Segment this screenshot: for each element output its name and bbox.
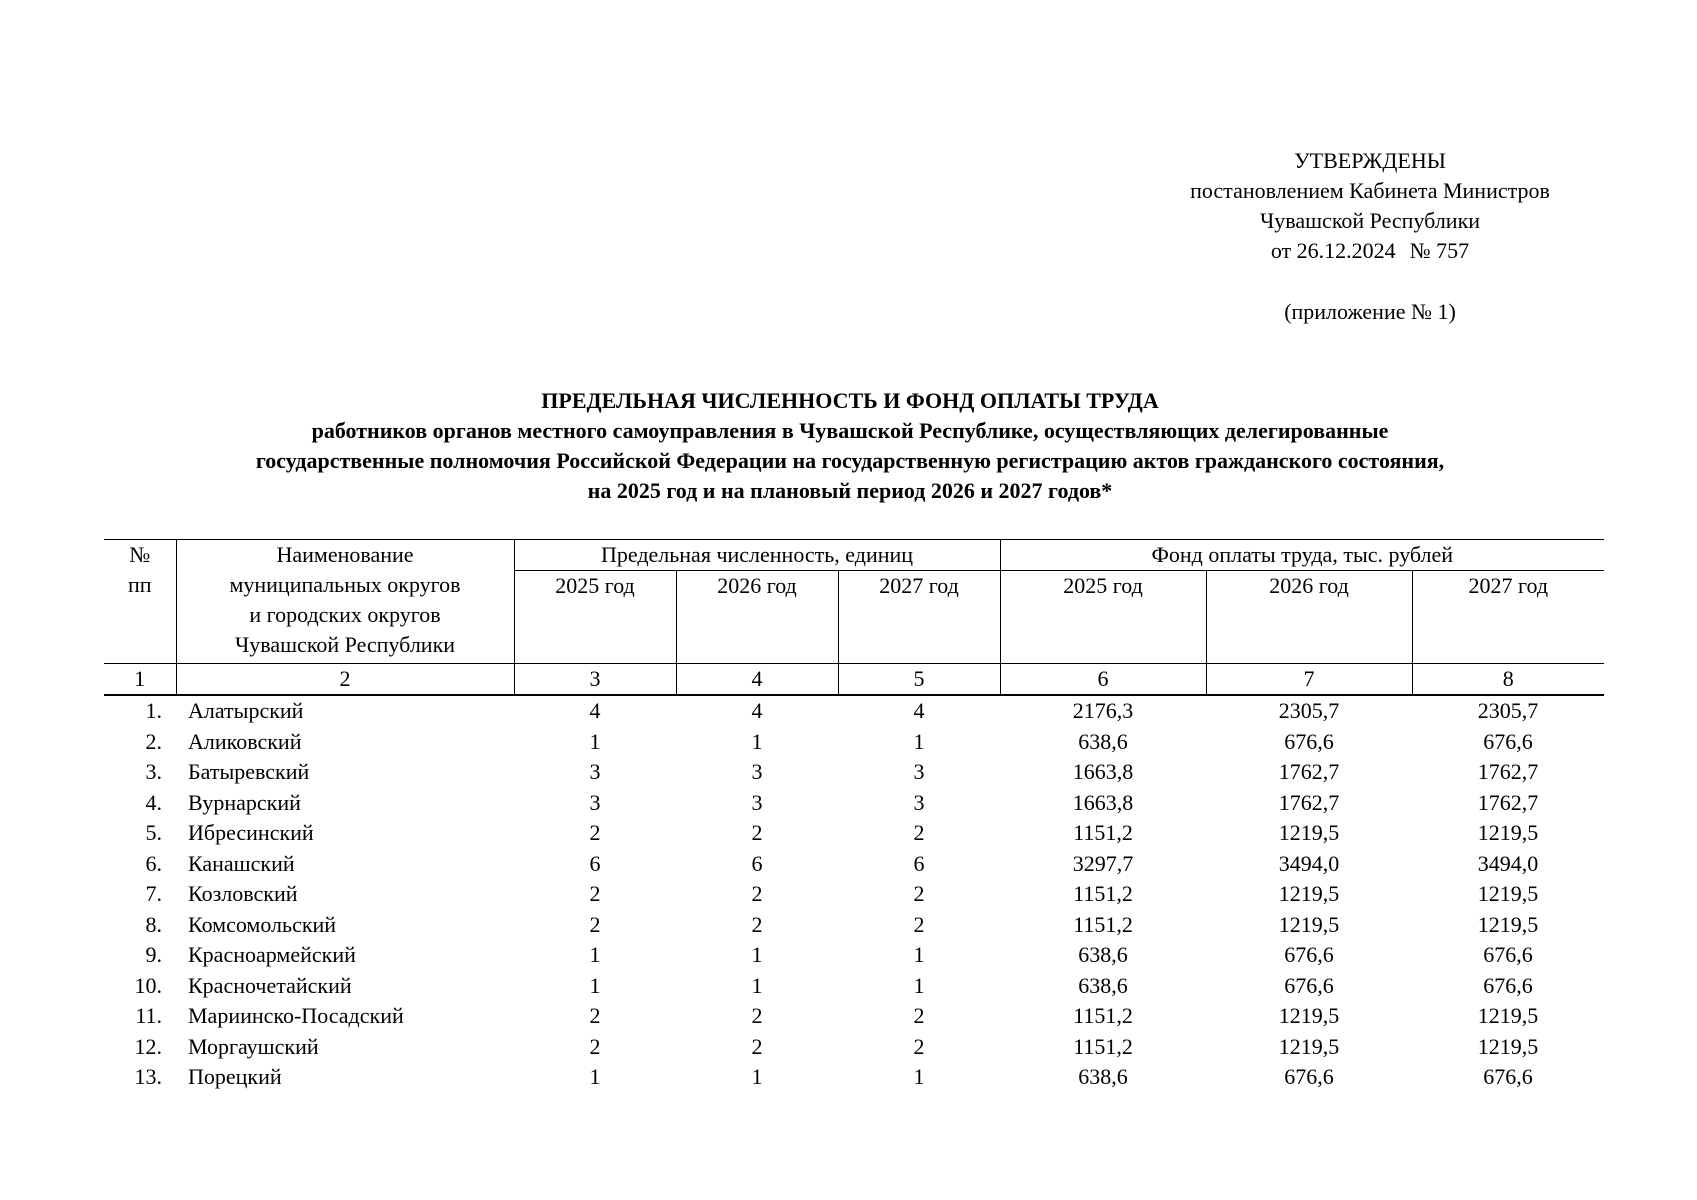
staff-2026: 1 xyxy=(751,942,763,967)
header-staff-group: Предельная численность, единиц xyxy=(514,540,1000,571)
staff-2025: 1 xyxy=(589,1064,601,1089)
column-number: 2 xyxy=(176,664,514,696)
fund-2027: 1762,7 xyxy=(1477,759,1539,784)
row-number: 2. xyxy=(145,728,162,754)
title-line-4: на 2025 год и на плановый период 2026 и 2027 годов* xyxy=(587,478,1113,503)
fund-2025: 638,6 xyxy=(1078,1064,1128,1089)
fund-2027: 2305,7 xyxy=(1477,698,1539,723)
header-staff-2026: 2026 год xyxy=(676,571,838,664)
staff-2026: 3 xyxy=(751,789,763,815)
fund-2025: 638,6 xyxy=(1078,972,1128,998)
staff-2025: 2 xyxy=(589,911,601,937)
approval-stamp xyxy=(1120,146,1620,266)
header-fund-group: Фонд оплаты труда, тыс. рублей xyxy=(1000,540,1604,571)
fund-2026: 1219,5 xyxy=(1278,881,1340,906)
row-number: 12. xyxy=(134,1033,162,1059)
header-staff-2027: 2027 год xyxy=(838,571,1000,664)
staff-2026: 3 xyxy=(751,759,763,784)
staff-2025: 1 xyxy=(589,942,601,967)
table-row xyxy=(104,757,1604,788)
approval-heading: УТВЕРЖДЕНЫ xyxy=(1294,148,1446,173)
fund-2027: 676,6 xyxy=(1483,972,1533,998)
district-name: Козловский xyxy=(188,881,298,906)
fund-2026: 676,6 xyxy=(1284,728,1334,754)
row-number: 13. xyxy=(134,1064,162,1089)
staff-2027: 2 xyxy=(913,911,925,937)
staff-2025: 6 xyxy=(589,850,601,876)
fund-2026: 676,6 xyxy=(1284,942,1334,967)
staff-2027: 6 xyxy=(913,850,925,876)
fund-2025: 638,6 xyxy=(1078,942,1128,967)
district-name: Ибресинский xyxy=(188,820,314,845)
fund-2027: 676,6 xyxy=(1483,942,1533,967)
row-number: 5. xyxy=(145,820,162,845)
row-number: 6. xyxy=(145,850,162,876)
row-number: 3. xyxy=(145,759,162,784)
title-line-3: государственные полномочия Российской Федерации на государственную регистрацию актов гражданского состояния, xyxy=(255,448,1445,473)
fund-2025: 1151,2 xyxy=(1073,911,1133,937)
fund-2027: 1219,5 xyxy=(1477,820,1539,845)
table-row xyxy=(104,971,1604,1002)
column-numbers-row xyxy=(104,664,1604,696)
staff-2026: 2 xyxy=(751,911,763,937)
staff-2025: 1 xyxy=(589,728,601,754)
column-number: 1 xyxy=(104,664,176,696)
header-name: Наименование муниципальных округов и городских округов Чувашской Республики xyxy=(176,540,514,664)
header-fund-2027: 2027 год xyxy=(1412,571,1604,664)
fund-2027: 676,6 xyxy=(1483,728,1533,754)
staff-2027: 4 xyxy=(913,698,925,723)
staff-2025: 2 xyxy=(589,820,601,845)
district-name: Вурнарский xyxy=(188,789,301,815)
district-name: Комсомольский xyxy=(188,911,337,937)
fund-2025: 1151,2 xyxy=(1073,820,1133,845)
row-number: 11. xyxy=(135,1003,162,1028)
fund-2027: 1219,5 xyxy=(1477,911,1539,937)
fund-2026: 1762,7 xyxy=(1278,759,1340,784)
fund-2026: 2305,7 xyxy=(1278,698,1340,723)
column-number: 3 xyxy=(514,664,676,696)
fund-2027: 1762,7 xyxy=(1477,789,1539,815)
fund-2026: 1219,5 xyxy=(1278,911,1340,937)
staff-2026: 1 xyxy=(751,972,763,998)
document-title xyxy=(100,386,1600,506)
district-name: Алатырский xyxy=(188,698,304,723)
table-row xyxy=(104,818,1604,849)
staff-2027: 3 xyxy=(913,759,925,784)
row-number: 9. xyxy=(145,942,162,967)
fund-2026: 1762,7 xyxy=(1278,789,1340,815)
column-number: 5 xyxy=(838,664,1000,696)
fund-2027: 1219,5 xyxy=(1477,881,1539,906)
district-name: Порецкий xyxy=(188,1064,282,1089)
staff-2025: 1 xyxy=(589,972,601,998)
staff-2027: 2 xyxy=(913,1003,925,1028)
staff-2026: 2 xyxy=(751,881,763,906)
staff-2026: 2 xyxy=(751,1033,763,1059)
fund-2025: 1151,2 xyxy=(1073,1003,1133,1028)
column-number: 7 xyxy=(1206,664,1412,696)
row-number: 4. xyxy=(145,789,162,815)
fund-2027: 3494,0 xyxy=(1477,850,1539,876)
column-number: 4 xyxy=(676,664,838,696)
fund-2026: 1219,5 xyxy=(1278,1003,1340,1028)
staff-2027: 1 xyxy=(913,1064,925,1089)
district-name: Мариинско-Посадский xyxy=(188,1003,404,1028)
staff-2026: 2 xyxy=(751,820,763,845)
header-row-groups xyxy=(104,540,1604,571)
fund-2025: 3297,7 xyxy=(1072,850,1134,876)
header-num: № пп xyxy=(104,540,176,664)
staff-2026: 6 xyxy=(751,850,763,876)
fund-2026: 1219,5 xyxy=(1278,820,1340,845)
staff-2025: 4 xyxy=(589,698,601,723)
title-line-1: ПРЕДЕЛЬНАЯ ЧИСЛЕННОСТЬ И ФОНД ОПЛАТЫ ТРУДА xyxy=(541,388,1159,413)
fund-2025: 1151,2 xyxy=(1073,881,1133,906)
staff-2027: 2 xyxy=(913,820,925,845)
staff-2027: 1 xyxy=(913,942,925,967)
staff-2026: 4 xyxy=(751,698,763,723)
staff-2027: 3 xyxy=(913,789,925,815)
fund-2027: 676,6 xyxy=(1483,1064,1533,1089)
table-row xyxy=(104,1001,1604,1032)
district-name: Моргаушский xyxy=(188,1033,319,1059)
approval-number: № 757 xyxy=(1409,238,1470,263)
staff-2025: 3 xyxy=(589,789,601,815)
fund-2025: 1151,2 xyxy=(1073,1033,1133,1059)
header-fund-2026: 2026 год xyxy=(1206,571,1412,664)
staff-2026: 2 xyxy=(751,1003,763,1028)
staff-2027: 2 xyxy=(913,881,925,906)
approval-date: от 26.12.2024 xyxy=(1270,238,1396,263)
staff-2025: 2 xyxy=(589,881,601,906)
fund-2026: 3494,0 xyxy=(1278,850,1340,876)
approval-issuer: постановлением Кабинета Министров xyxy=(1190,178,1550,203)
table-row xyxy=(104,1062,1604,1093)
staff-2027: 2 xyxy=(913,1033,925,1059)
table-row xyxy=(104,1032,1604,1063)
column-number: 8 xyxy=(1412,664,1604,696)
staff-2027: 1 xyxy=(913,728,925,754)
district-name: Красноармейский xyxy=(188,942,356,967)
district-name: Красночетайский xyxy=(188,972,352,998)
table-row xyxy=(104,910,1604,941)
header-fund-2025: 2025 год xyxy=(1000,571,1206,664)
table-row xyxy=(104,879,1604,910)
approval-republic: Чувашской Республики xyxy=(1259,208,1481,233)
staff-2025: 2 xyxy=(589,1033,601,1059)
row-number: 8. xyxy=(145,911,162,937)
row-number: 7. xyxy=(145,881,162,906)
approval-date-line xyxy=(1120,236,1620,266)
district-name: Канашский xyxy=(188,850,295,876)
district-name: Батыревский xyxy=(188,759,310,784)
table-row xyxy=(104,788,1604,819)
table-row xyxy=(104,849,1604,880)
staff-2026: 1 xyxy=(751,728,763,754)
table-row xyxy=(104,940,1604,971)
table-row xyxy=(104,727,1604,758)
row-number: 1. xyxy=(145,698,162,723)
row-number: 10. xyxy=(134,972,162,998)
fund-2025: 638,6 xyxy=(1078,728,1128,754)
fund-2027: 1219,5 xyxy=(1477,1003,1539,1028)
staff-2025: 3 xyxy=(589,759,601,784)
header-staff-2025: 2025 год xyxy=(514,571,676,664)
fund-2025: 1663,8 xyxy=(1072,789,1134,815)
staff-2026: 1 xyxy=(751,1064,763,1089)
table-row xyxy=(104,695,1604,727)
district-name: Аликовский xyxy=(188,728,302,754)
fund-2026: 676,6 xyxy=(1284,972,1334,998)
column-number: 6 xyxy=(1000,664,1206,696)
fund-2025: 2176,3 xyxy=(1072,698,1134,723)
fund-2026: 676,6 xyxy=(1284,1064,1334,1089)
fund-2027: 1219,5 xyxy=(1477,1033,1539,1059)
fund-2026: 1219,5 xyxy=(1278,1033,1340,1059)
staff-fund-table xyxy=(104,539,1604,1093)
staff-2025: 2 xyxy=(589,1003,601,1028)
appendix-label: (приложение № 1) xyxy=(1284,299,1456,324)
fund-2025: 1663,8 xyxy=(1072,759,1134,784)
title-line-2: работников органов местного самоуправления в Чувашской Республике, осуществляющих делегированные xyxy=(311,418,1389,443)
staff-2027: 1 xyxy=(913,972,925,998)
